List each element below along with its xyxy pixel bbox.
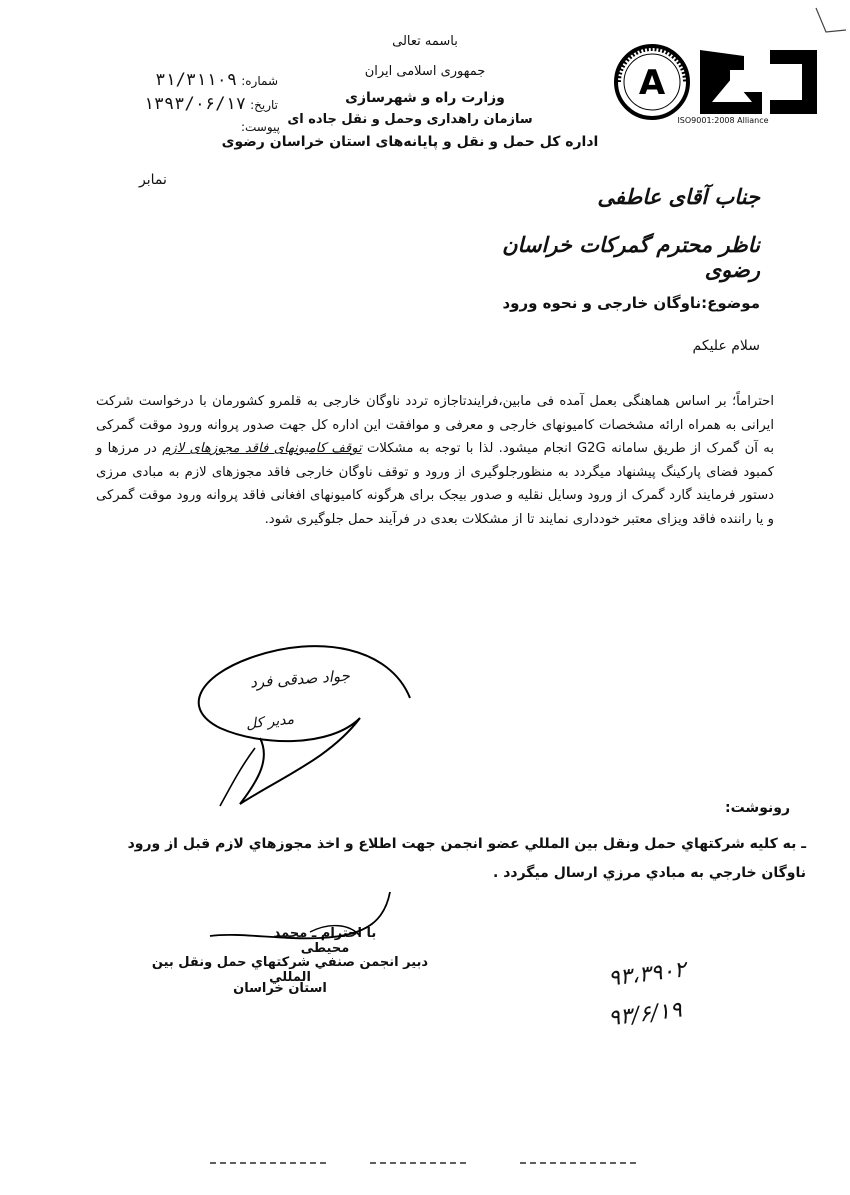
cc-heading: رونوشت: (725, 800, 790, 816)
footer-divider (0, 1158, 850, 1168)
signatory-title: مدیر کل (245, 711, 295, 733)
greeting: سلام علیکم (692, 338, 760, 354)
closing-province: استان خراسان (233, 981, 327, 996)
ministry-name: وزارت راه و شهرسازی (345, 90, 505, 106)
letter-number-label: شماره: (241, 74, 278, 88)
body-handwritten-emphasis: توقف کامیونهای فاقد مجوزهای لازم (162, 441, 362, 456)
closing-title: دبير انجمن صنفي شركتهاي حمل ونقل بين المللي (151, 955, 429, 985)
subject-line: موضوع:ناوگان خارجی و نحوه ورود (502, 294, 760, 312)
bismillah: باسمه تعالی (392, 34, 458, 49)
fax-label: نمابر (139, 172, 167, 188)
signatory-name: جواد صدقی فرد (249, 666, 351, 692)
letter-number-value: ۳۱/۳۱۱۰۹ (155, 70, 238, 90)
addressee-name: جناب آقای عاطفی (597, 184, 760, 209)
letter-date (120, 94, 280, 114)
closing-signature-icon (200, 888, 400, 948)
logo-caption: ISO9001:2008 Alliance (677, 116, 769, 125)
logo-mark: A (638, 63, 666, 103)
cc-text: ـ به كليه شركتهاي حمل ونقل بين المللي عضو انجمن جهت اطلاع و اخذ مجوزهاي لازم قبل از ورود ناوگان خارجي به مبادي مرزي ارسال ميگردد . (127, 836, 806, 881)
body-part-1: احتراماً؛ بر اساس هماهنگی بعمل آمده فی مابین،فرایندتاجازه تردد ناوگان خارجی به قلمرو کشورمان با درخواست شرکت ایرانی به همراه ارائه مشخصات کامیونهای خارجی و معرفی و موافقت این اداره کل جهت صدور پروانه ورود موقت گمرکی به آن گمرک از طریق سامانه G2G انجام میشود. لذا با توجه به مشکلات (96, 394, 774, 456)
addressee-title: ناظر محترم گمرکات خراسان رضوی (502, 232, 760, 282)
body-part-2: در مرزها و کمبود فضای پارکینگ پیشنهاد میگردد به منظورجلوگیری از ورود و توقف ناوگان خارجی فاقد مجوزهای لازم به مبادی مرزی دستور فرمایند گارد گمرک از ورود وسایل نقلیه و صدور بیجک برای هرگونه کامیونهای افغانی فاقد پروانه ورود موقت گمرکی و یا راننده فاقد ویزای معتبر خودداری نمایند تا از مشکلات بعدی در فرآیند حمل جلوگیری شود. (96, 441, 774, 527)
letter-date-value: ۱۳۹۳/۰۶/۱۷ (143, 94, 246, 114)
office-name: اداره کل حمل و نقل و پایانه‌های استان خراسان رضوی (221, 134, 599, 150)
letter-date-label: تاریخ: (250, 98, 278, 112)
attachment-label: پیوست: (240, 120, 280, 134)
letter-body (96, 390, 774, 531)
certification-logo-icon (612, 42, 822, 122)
registration-date: ۹۳/۶/۱۹ (606, 997, 684, 1032)
closing-regards: با احترام ـ محمد محیطی (273, 926, 377, 956)
corner-mark-icon (812, 6, 848, 36)
registration-number: ۹۳،۳۹۰۲ (606, 957, 688, 992)
organization-name: سازمان راهداری وحمل و نقل جاده ای (287, 112, 533, 127)
letter-number (140, 70, 280, 90)
country-name: جمهوری اسلامی ایران (364, 64, 486, 79)
